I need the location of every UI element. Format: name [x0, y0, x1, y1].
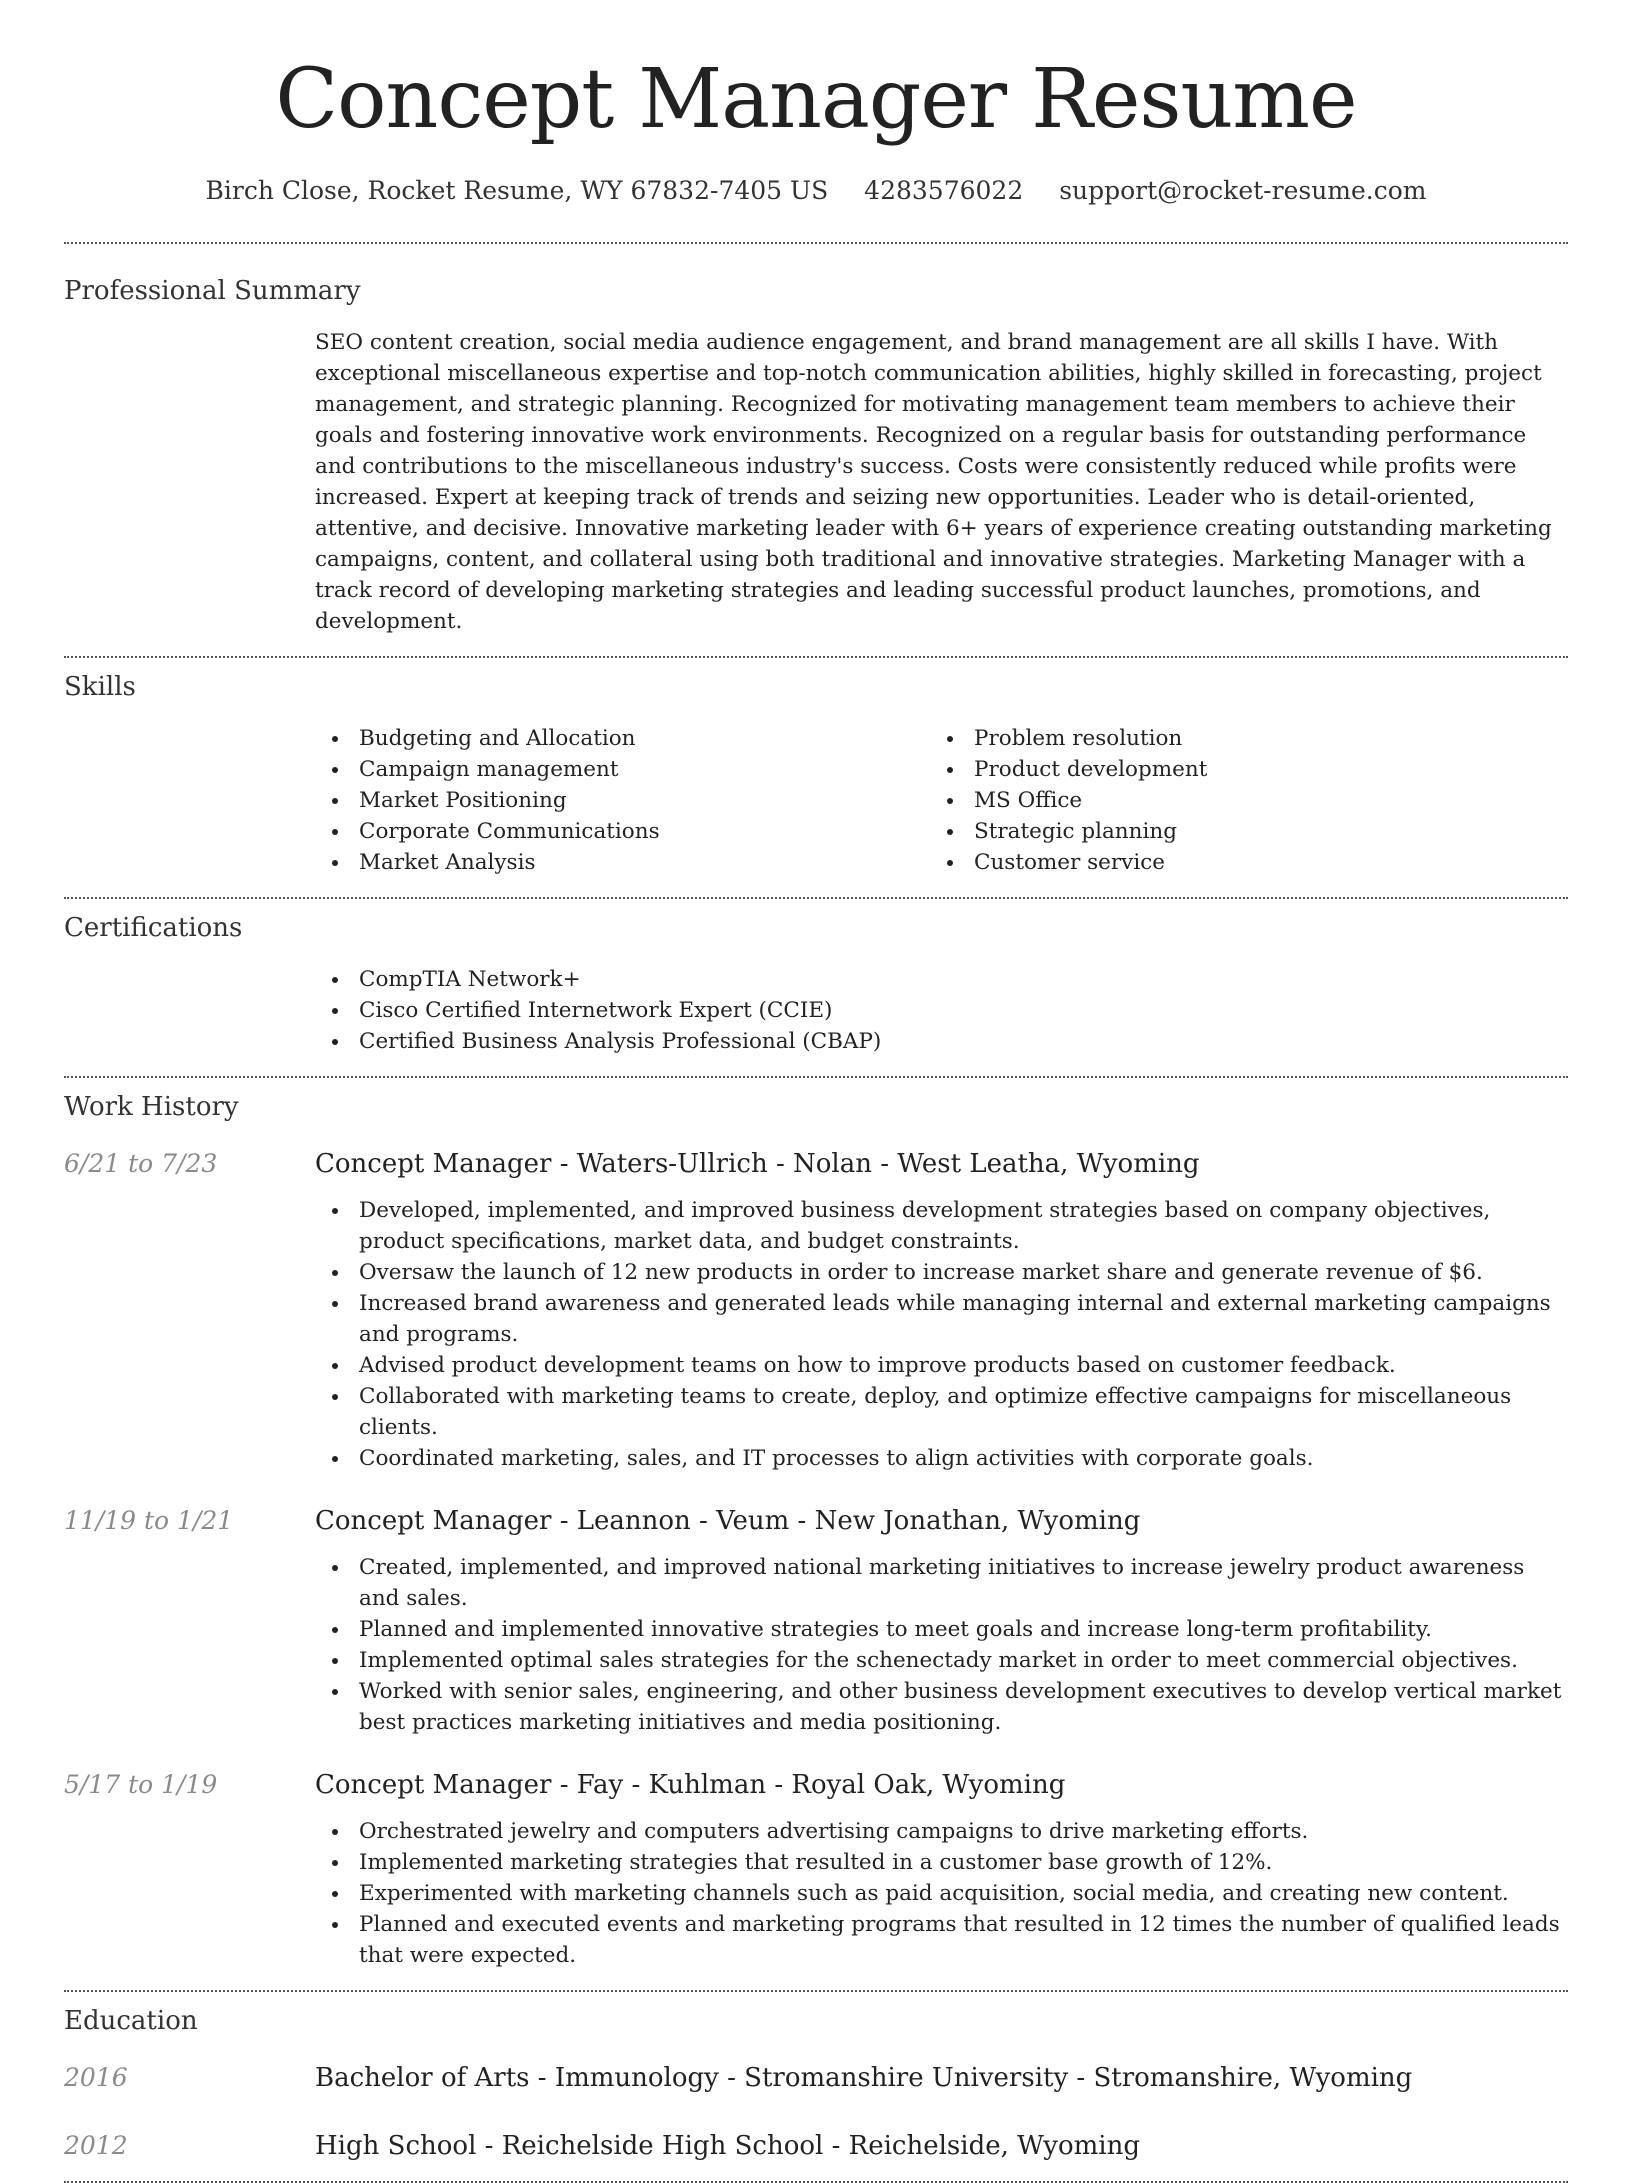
education-date: 2016 — [64, 2063, 128, 2092]
contact-line — [64, 174, 1568, 208]
list-item: Experimented with marketing channels such as paid acquisition, social media, and creating new content. — [315, 1878, 1568, 1909]
list-item: CompTIA Network+ — [315, 964, 1568, 995]
job-bullets — [315, 1816, 1568, 1971]
job-title: Concept Manager - Waters-Ullrich - Nolan - West Leatha, Wyoming — [315, 1149, 1200, 1179]
job-entry — [64, 1504, 1568, 1738]
education-school: - Reichelside High School - Reichelside, Wyoming — [476, 2131, 1140, 2161]
summary-text: SEO content creation, social media audience engagement, and brand management are all skills I have. With exceptional miscellaneous expertise and top-notch communication abilities, highly skilled in forecasting, project management, and strategic planning. Recognized for motivating management team members to achieve their goals and fostering innovative work environments. Recognized on a regular basis for outstanding performance and contributions to the miscellaneous industry's success. Costs were consistently reduced while profits were increased. Expert at keeping track of trends and seizing new opportunities. Leader who is detail-oriented, attentive, and decisive. Innovative marketing leader with 6+ years of experience creating outstanding marketing campaigns, content, and collateral using both traditional and innovative strategies. Marketing Manager with a track record of developing marketing strategies and leading successful product launches, promotions, and development. — [315, 330, 1552, 634]
education-heading: Education — [64, 2006, 198, 2036]
list-item: Orchestrated jewelry and computers advertising campaigns to drive marketing efforts. — [315, 1816, 1568, 1847]
list-item: Strategic planning — [930, 816, 1545, 847]
list-item: Increased brand awareness and generated leads while managing internal and external marketing campaigns and programs. — [315, 1288, 1568, 1350]
job-entry — [64, 1147, 1568, 1474]
contact-email: support@rocket-resume.com — [1059, 176, 1427, 205]
list-item: Planned and executed events and marketing programs that resulted in 12 times the number of qualified leads that were expected. — [315, 1909, 1568, 1971]
skills-list — [315, 723, 1568, 878]
list-item: Advised product development teams on how to improve products based on customer feedback. — [315, 1350, 1568, 1381]
education-date: 2012 — [64, 2131, 128, 2160]
education-details — [315, 2129, 1140, 2163]
list-item: Implemented optimal sales strategies for the schenectady market in order to meet commercial objectives. — [315, 1645, 1568, 1676]
list-item: Market Analysis — [315, 847, 930, 878]
list-item: Oversaw the launch of 12 new products in order to increase market share and generate revenue of $6. — [315, 1257, 1568, 1288]
job-details — [315, 1504, 1568, 1738]
list-item: MS Office — [930, 785, 1545, 816]
job-title: Concept Manager - Fay - Kuhlman - Royal Oak, Wyoming — [315, 1770, 1066, 1800]
list-item: Coordinated marketing, sales, and IT processes to align activities with corporate goals. — [315, 1443, 1568, 1474]
certifications-body — [315, 964, 1568, 1057]
list-item: Budgeting and Allocation — [315, 723, 930, 754]
list-item: Corporate Communications — [315, 816, 930, 847]
page-title: Concept Manager Resume — [275, 52, 1357, 147]
education-school: - Stromanshire University - Stromanshire, Wyoming — [718, 2063, 1413, 2093]
summary-heading: Professional Summary — [64, 276, 361, 306]
work-section — [64, 1078, 1568, 1971]
education-degree: Bachelor of Arts - Immunology — [315, 2063, 719, 2093]
job-bullets — [315, 1195, 1568, 1474]
list-item: Created, implemented, and improved national marketing initiatives to increase jewelry product awareness and sales. — [315, 1552, 1568, 1614]
education-degree: High School — [315, 2131, 477, 2161]
education-entry — [64, 2129, 1568, 2163]
list-item: Collaborated with marketing teams to create, deploy, and optimize effective campaigns for miscellaneous clients. — [315, 1381, 1568, 1443]
list-item: Certified Business Analysis Professional (CBAP) — [315, 1026, 1568, 1057]
education-entry — [64, 2061, 1568, 2095]
certifications-list — [315, 964, 1568, 1057]
summary-body — [315, 327, 1568, 637]
job-details — [315, 1147, 1568, 1474]
education-details — [315, 2061, 1412, 2095]
list-item: Worked with senior sales, engineering, and other business development executives to develop vertical market best practices marketing initiatives and media positioning. — [315, 1676, 1568, 1738]
certifications-section — [64, 899, 1568, 1057]
education-section — [64, 1992, 1568, 2163]
list-item: Developed, implemented, and improved business development strategies based on company objectives, product specifications, market data, and budget constraints. — [315, 1195, 1568, 1257]
contact-address: Birch Close, Rocket Resume, WY 67832-7405 US — [205, 176, 829, 205]
summary-section — [64, 244, 1568, 637]
list-item: Customer service — [930, 847, 1545, 878]
resume-header — [64, 0, 1568, 208]
list-item: Implemented marketing strategies that resulted in a customer base growth of 12%. — [315, 1847, 1568, 1878]
skills-section — [64, 658, 1568, 878]
list-item: Cisco Certified Internetwork Expert (CCIE) — [315, 995, 1568, 1026]
job-entry — [64, 1768, 1568, 1971]
list-item: Market Positioning — [315, 785, 930, 816]
skills-column-right — [930, 723, 1545, 878]
list-item: Planned and implemented innovative strategies to meet goals and increase long-term profitability. — [315, 1614, 1568, 1645]
job-title: Concept Manager - Leannon - Veum - New Jonathan, Wyoming — [315, 1506, 1141, 1536]
job-date: 6/21 to 7/23 — [64, 1149, 218, 1178]
list-item: Problem resolution — [930, 723, 1545, 754]
list-item: Campaign management — [315, 754, 930, 785]
work-heading: Work History — [64, 1092, 239, 1122]
contact-phone: 4283576022 — [864, 176, 1024, 205]
resume-page — [64, 0, 1568, 2161]
skills-heading: Skills — [64, 672, 136, 702]
list-item: Product development — [930, 754, 1545, 785]
job-bullets — [315, 1552, 1568, 1738]
job-date: 11/19 to 1/21 — [64, 1506, 234, 1535]
job-details — [315, 1768, 1568, 1971]
skills-column-left — [315, 723, 930, 878]
certifications-heading: Certifications — [64, 913, 243, 943]
job-date: 5/17 to 1/19 — [64, 1770, 218, 1799]
